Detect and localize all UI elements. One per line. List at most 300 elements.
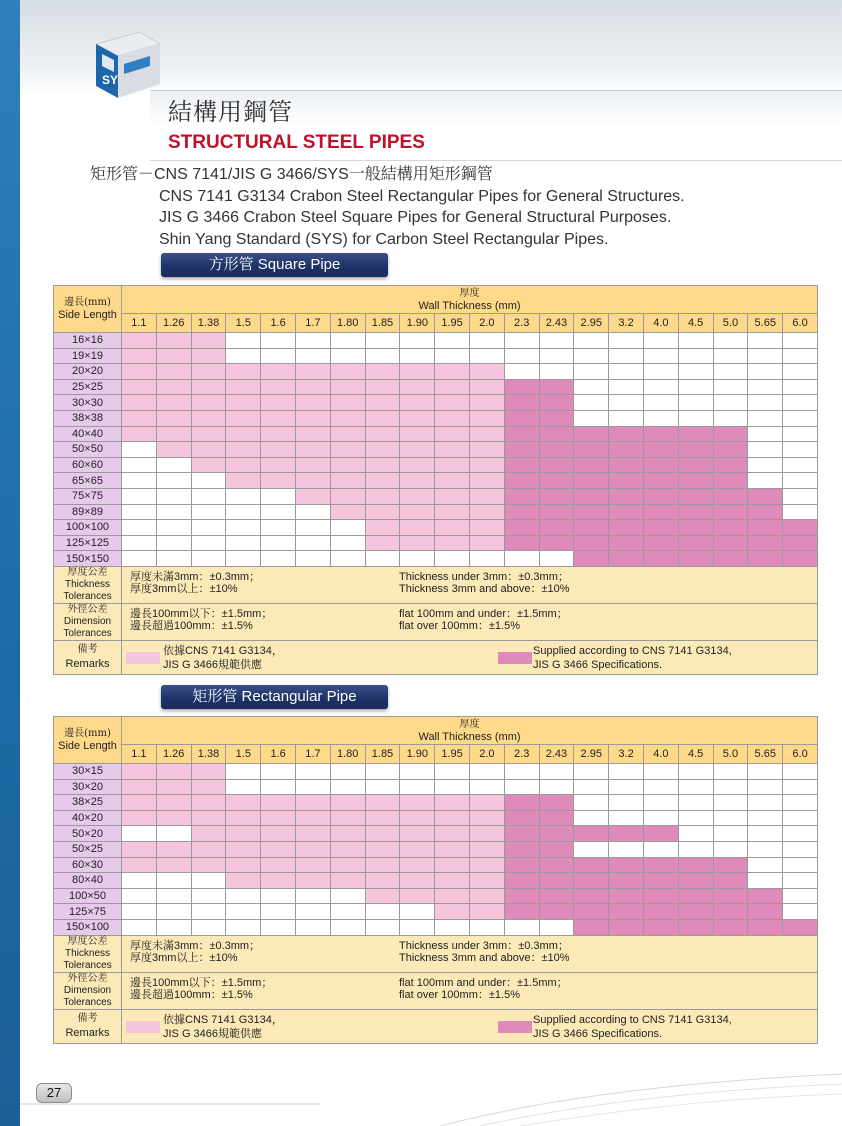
- availability-cell: [330, 333, 365, 349]
- availability-cell: [539, 873, 574, 889]
- availability-cell: [330, 504, 365, 520]
- thickness-header-cell: 1.26: [156, 745, 191, 764]
- availability-cell: [295, 826, 330, 842]
- availability-cell: [678, 764, 713, 780]
- availability-cell: [226, 333, 261, 349]
- availability-cell: [609, 426, 644, 442]
- availability-cell: [469, 919, 504, 935]
- divider: [150, 160, 842, 161]
- table-row: [54, 348, 818, 364]
- availability-cell: [261, 841, 296, 857]
- availability-cell: [156, 473, 191, 489]
- size-cell: 80×40: [54, 873, 122, 889]
- availability-cell: [122, 379, 157, 395]
- availability-cell: [365, 504, 400, 520]
- availability-cell: [504, 364, 539, 380]
- availability-cell: [713, 535, 748, 551]
- availability-cell: [748, 488, 783, 504]
- availability-cell: [435, 873, 470, 889]
- availability-cell: [469, 857, 504, 873]
- availability-cell: [261, 395, 296, 411]
- availability-cell: [539, 442, 574, 458]
- availability-cell: [400, 473, 435, 489]
- availability-cell: [191, 779, 226, 795]
- availability-cell: [574, 348, 609, 364]
- availability-cell: [295, 779, 330, 795]
- availability-cell: [713, 488, 748, 504]
- availability-cell: [609, 395, 644, 411]
- availability-cell: [469, 873, 504, 889]
- table-row: [54, 841, 818, 857]
- table-row: [54, 764, 818, 780]
- availability-cell: [713, 410, 748, 426]
- size-cell: 40×40: [54, 426, 122, 442]
- availability-cell: [539, 379, 574, 395]
- availability-cell: [156, 333, 191, 349]
- availability-cell: [400, 779, 435, 795]
- availability-cell: [261, 520, 296, 536]
- thickness-header-cell: 1.5: [226, 314, 261, 333]
- availability-cell: [435, 826, 470, 842]
- remarks-label: 備考 Remarks: [54, 640, 122, 674]
- availability-cell: [504, 379, 539, 395]
- availability-cell: [504, 810, 539, 826]
- availability-cell: [156, 841, 191, 857]
- thickness-header-cell: 2.0: [469, 314, 504, 333]
- availability-cell: [261, 888, 296, 904]
- availability-cell: [643, 826, 678, 842]
- availability-cell: [435, 810, 470, 826]
- availability-cell: [678, 364, 713, 380]
- availability-cell: [574, 426, 609, 442]
- thickness-header-cell: 1.95: [435, 314, 470, 333]
- availability-cell: [678, 810, 713, 826]
- availability-cell: [504, 488, 539, 504]
- availability-cell: [678, 904, 713, 920]
- availability-cell: [539, 810, 574, 826]
- availability-cell: [574, 520, 609, 536]
- availability-cell: [504, 395, 539, 411]
- availability-cell: [191, 379, 226, 395]
- availability-cell: [469, 826, 504, 842]
- thickness-header-cell: 5.65: [748, 314, 783, 333]
- availability-cell: [191, 888, 226, 904]
- availability-cell: [261, 826, 296, 842]
- availability-cell: [504, 919, 539, 935]
- availability-cell: [295, 857, 330, 873]
- footer-decoration: [20, 1070, 842, 1126]
- availability-cell: [330, 442, 365, 458]
- availability-cell: [191, 826, 226, 842]
- availability-cell: [678, 333, 713, 349]
- availability-cell: [574, 535, 609, 551]
- size-cell: 75×75: [54, 488, 122, 504]
- availability-cell: [643, 873, 678, 889]
- availability-cell: [748, 919, 783, 935]
- availability-cell: [609, 348, 644, 364]
- availability-cell: [261, 348, 296, 364]
- availability-cell: [400, 810, 435, 826]
- availability-cell: [226, 364, 261, 380]
- availability-cell: [330, 904, 365, 920]
- availability-cell: [469, 488, 504, 504]
- availability-cell: [678, 919, 713, 935]
- availability-cell: [748, 379, 783, 395]
- availability-cell: [678, 551, 713, 567]
- availability-cell: [156, 904, 191, 920]
- availability-cell: [504, 841, 539, 857]
- availability-cell: [295, 395, 330, 411]
- availability-cell: [365, 857, 400, 873]
- availability-cell: [643, 410, 678, 426]
- availability-cell: [122, 764, 157, 780]
- availability-cell: [226, 520, 261, 536]
- availability-cell: [504, 795, 539, 811]
- availability-cell: [156, 888, 191, 904]
- availability-cell: [678, 348, 713, 364]
- availability-cell: [609, 504, 644, 520]
- availability-cell: [609, 473, 644, 489]
- availability-cell: [713, 473, 748, 489]
- availability-cell: [574, 873, 609, 889]
- availability-cell: [783, 333, 818, 349]
- availability-cell: [574, 764, 609, 780]
- availability-cell: [122, 473, 157, 489]
- availability-cell: [713, 395, 748, 411]
- availability-cell: [295, 520, 330, 536]
- availability-cell: [643, 426, 678, 442]
- availability-cell: [748, 795, 783, 811]
- availability-cell: [783, 888, 818, 904]
- availability-cell: [435, 504, 470, 520]
- availability-cell: [469, 551, 504, 567]
- availability-cell: [783, 473, 818, 489]
- availability-cell: [191, 410, 226, 426]
- availability-cell: [574, 457, 609, 473]
- availability-cell: [504, 473, 539, 489]
- availability-cell: [156, 779, 191, 795]
- availability-cell: [713, 779, 748, 795]
- availability-cell: [295, 919, 330, 935]
- availability-cell: [122, 395, 157, 411]
- availability-cell: [609, 551, 644, 567]
- availability-cell: [191, 873, 226, 889]
- availability-cell: [469, 520, 504, 536]
- availability-cell: [295, 795, 330, 811]
- availability-cell: [400, 504, 435, 520]
- availability-cell: [122, 488, 157, 504]
- availability-cell: [748, 535, 783, 551]
- remarks-text: 依據CNS 7141 G3134， JIS G 3466規範供應 Supplied according to CNS 7141 G3134, JIS G 3466 Specifications.: [122, 1009, 818, 1043]
- size-cell: 100×100: [54, 520, 122, 536]
- availability-cell: [365, 488, 400, 504]
- availability-cell: [330, 348, 365, 364]
- availability-cell: [365, 473, 400, 489]
- availability-cell: [261, 333, 296, 349]
- availability-cell: [643, 551, 678, 567]
- availability-cell: [365, 535, 400, 551]
- availability-cell: [574, 551, 609, 567]
- availability-cell: [574, 488, 609, 504]
- availability-cell: [504, 333, 539, 349]
- availability-cell: [400, 364, 435, 380]
- availability-cell: [330, 473, 365, 489]
- availability-cell: [539, 904, 574, 920]
- size-cell: 50×50: [54, 442, 122, 458]
- availability-cell: [295, 873, 330, 889]
- thickness-tolerance-text: 厚度未滿3mm：±0.3mm； 厚度3mm以上：±10% Thickness under 3mm：±0.3mm； Thickness 3mm and above：±10%: [122, 935, 818, 972]
- availability-cell: [295, 535, 330, 551]
- availability-cell: [330, 426, 365, 442]
- svg-text:SY: SY: [102, 73, 119, 87]
- availability-cell: [400, 795, 435, 811]
- availability-cell: [191, 535, 226, 551]
- availability-cell: [435, 426, 470, 442]
- availability-cell: [713, 379, 748, 395]
- availability-cell: [330, 779, 365, 795]
- availability-cell: [295, 410, 330, 426]
- availability-cell: [504, 904, 539, 920]
- availability-cell: [122, 919, 157, 935]
- availability-cell: [539, 348, 574, 364]
- availability-cell: [539, 535, 574, 551]
- thickness-header-cell: 2.43: [539, 745, 574, 764]
- availability-cell: [122, 348, 157, 364]
- availability-cell: [609, 779, 644, 795]
- availability-cell: [226, 888, 261, 904]
- availability-cell: [713, 826, 748, 842]
- availability-cell: [713, 810, 748, 826]
- availability-cell: [713, 333, 748, 349]
- availability-cell: [748, 364, 783, 380]
- availability-cell: [330, 795, 365, 811]
- availability-cell: [400, 348, 435, 364]
- availability-cell: [469, 442, 504, 458]
- table-row: [54, 810, 818, 826]
- availability-cell: [365, 410, 400, 426]
- availability-cell: [400, 442, 435, 458]
- availability-cell: [400, 764, 435, 780]
- availability-cell: [678, 426, 713, 442]
- availability-cell: [678, 535, 713, 551]
- availability-cell: [539, 857, 574, 873]
- availability-cell: [365, 364, 400, 380]
- availability-cell: [609, 442, 644, 458]
- availability-cell: [469, 904, 504, 920]
- table-row: [54, 535, 818, 551]
- availability-cell: [191, 442, 226, 458]
- availability-cell: [435, 379, 470, 395]
- availability-cell: [156, 826, 191, 842]
- availability-cell: [330, 826, 365, 842]
- availability-cell: [643, 919, 678, 935]
- thickness-header-cell: 1.90: [400, 745, 435, 764]
- availability-cell: [504, 410, 539, 426]
- availability-cell: [295, 841, 330, 857]
- table-row: [54, 379, 818, 395]
- availability-cell: [261, 442, 296, 458]
- thickness-header-cell: 2.0: [469, 745, 504, 764]
- availability-cell: [400, 520, 435, 536]
- availability-cell: [713, 795, 748, 811]
- availability-cell: [261, 857, 296, 873]
- remarks-text: 依據CNS 7141 G3134， JIS G 3466規範供應 Supplied according to CNS 7141 G3134, JIS G 3466 Specifications.: [122, 640, 818, 674]
- availability-cell: [504, 348, 539, 364]
- availability-cell: [156, 379, 191, 395]
- availability-cell: [783, 873, 818, 889]
- table-row: [54, 779, 818, 795]
- availability-cell: [226, 810, 261, 826]
- availability-cell: [539, 426, 574, 442]
- availability-cell: [713, 364, 748, 380]
- availability-cell: [609, 888, 644, 904]
- square-pipe-label: 方形管 Square Pipe: [161, 253, 388, 277]
- availability-cell: [226, 826, 261, 842]
- availability-cell: [226, 348, 261, 364]
- availability-cell: [226, 779, 261, 795]
- availability-cell: [783, 810, 818, 826]
- availability-cell: [122, 333, 157, 349]
- availability-cell: [748, 841, 783, 857]
- availability-cell: [748, 426, 783, 442]
- availability-cell: [783, 442, 818, 458]
- availability-cell: [783, 348, 818, 364]
- square-pipe-table: [53, 285, 818, 675]
- availability-cell: [122, 857, 157, 873]
- availability-cell: [365, 841, 400, 857]
- remarks-label: 備考 Remarks: [54, 1009, 122, 1043]
- availability-cell: [400, 457, 435, 473]
- availability-cell: [400, 410, 435, 426]
- size-cell: 38×25: [54, 795, 122, 811]
- size-cell: 38×38: [54, 410, 122, 426]
- thickness-header-cell: 2.3: [504, 314, 539, 333]
- availability-cell: [609, 810, 644, 826]
- availability-cell: [226, 873, 261, 889]
- availability-cell: [713, 504, 748, 520]
- availability-cell: [330, 488, 365, 504]
- availability-cell: [365, 379, 400, 395]
- availability-cell: [191, 520, 226, 536]
- availability-cell: [261, 364, 296, 380]
- availability-cell: [539, 779, 574, 795]
- availability-cell: [643, 810, 678, 826]
- availability-cell: [295, 504, 330, 520]
- availability-cell: [400, 919, 435, 935]
- size-cell: 40×20: [54, 810, 122, 826]
- size-cell: 60×30: [54, 857, 122, 873]
- availability-cell: [122, 795, 157, 811]
- availability-cell: [156, 348, 191, 364]
- availability-cell: [435, 857, 470, 873]
- size-cell: 19×19: [54, 348, 122, 364]
- availability-cell: [365, 810, 400, 826]
- availability-cell: [783, 504, 818, 520]
- availability-cell: [435, 395, 470, 411]
- availability-cell: [469, 795, 504, 811]
- size-cell: 60×60: [54, 457, 122, 473]
- dimension-tolerance-text: 邊長100mm以下：±1.5mm； 邊長超過100mm：±1.5% flat 100mm and under：±1.5mm； flat over 100mm：±1.5%: [122, 972, 818, 1009]
- thickness-header-cell: 1.95: [435, 745, 470, 764]
- availability-cell: [748, 457, 783, 473]
- size-cell: 125×125: [54, 535, 122, 551]
- availability-cell: [469, 810, 504, 826]
- availability-cell: [713, 857, 748, 873]
- availability-cell: [365, 457, 400, 473]
- availability-cell: [191, 473, 226, 489]
- availability-cell: [330, 379, 365, 395]
- availability-cell: [261, 535, 296, 551]
- availability-cell: [122, 364, 157, 380]
- availability-cell: [504, 826, 539, 842]
- availability-cell: [609, 904, 644, 920]
- availability-cell: [713, 520, 748, 536]
- availability-cell: [365, 395, 400, 411]
- thickness-header-cell: 1.80: [330, 745, 365, 764]
- availability-cell: [191, 810, 226, 826]
- availability-cell: [539, 395, 574, 411]
- availability-cell: [539, 457, 574, 473]
- availability-cell: [713, 873, 748, 889]
- availability-cell: [226, 535, 261, 551]
- standards-line: Shin Yang Standard (SYS) for Carbon Steel Rectangular Pipes.: [159, 230, 609, 248]
- thickness-header-cell: 1.80: [330, 314, 365, 333]
- availability-cell: [122, 841, 157, 857]
- availability-cell: [504, 764, 539, 780]
- page-title-cn: 結構用鋼管: [168, 98, 293, 126]
- availability-cell: [156, 520, 191, 536]
- light-pink-swatch: [126, 652, 160, 664]
- availability-cell: [539, 333, 574, 349]
- availability-cell: [261, 919, 296, 935]
- availability-cell: [295, 764, 330, 780]
- availability-cell: [643, 764, 678, 780]
- availability-cell: [435, 410, 470, 426]
- size-cell: 150×100: [54, 919, 122, 935]
- thickness-header-cell: 5.65: [748, 745, 783, 764]
- table-row: [54, 410, 818, 426]
- size-cell: 65×65: [54, 473, 122, 489]
- table-row: [54, 919, 818, 935]
- availability-cell: [574, 395, 609, 411]
- availability-cell: [469, 473, 504, 489]
- availability-cell: [748, 779, 783, 795]
- availability-cell: [330, 395, 365, 411]
- thickness-header-cell: 1.85: [365, 745, 400, 764]
- availability-cell: [469, 348, 504, 364]
- availability-cell: [435, 348, 470, 364]
- availability-cell: [435, 364, 470, 380]
- availability-cell: [574, 888, 609, 904]
- availability-cell: [191, 364, 226, 380]
- standards-line: JIS G 3466 Crabon Steel Square Pipes for General Structural Purposes.: [159, 209, 672, 226]
- availability-cell: [609, 457, 644, 473]
- left-accent-bar: [0, 0, 20, 1126]
- availability-cell: [504, 888, 539, 904]
- availability-cell: [156, 442, 191, 458]
- availability-cell: [748, 826, 783, 842]
- availability-cell: [713, 457, 748, 473]
- availability-cell: [713, 904, 748, 920]
- availability-cell: [261, 779, 296, 795]
- availability-cell: [469, 379, 504, 395]
- thickness-header-cell: 2.95: [574, 314, 609, 333]
- thickness-header-cell: 1.1: [122, 745, 157, 764]
- availability-cell: [156, 457, 191, 473]
- availability-cell: [609, 857, 644, 873]
- availability-cell: [226, 904, 261, 920]
- availability-cell: [122, 826, 157, 842]
